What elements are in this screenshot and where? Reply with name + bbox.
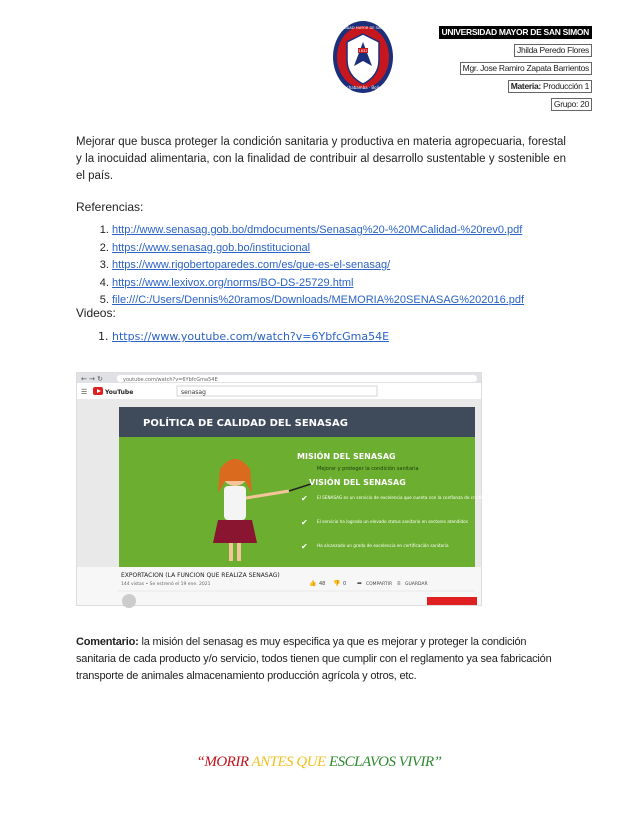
reference-link[interactable]: http://www.senasag.gob.bo/dmdocuments/Senasag%20-%20MCalidad-%20rev0.pdf — [112, 224, 523, 236]
like-icon: 👍 — [309, 581, 317, 587]
comment-label: Comentario: — [76, 636, 139, 648]
references-heading: Referencias: — [76, 200, 144, 214]
dislikes-count: 0 — [343, 581, 347, 587]
save-label: GUARDAR — [405, 582, 428, 587]
check-icon: ✔ — [301, 542, 308, 551]
point-2: El servicio ha logrado un elevado status sanitario en sectores atendidos — [317, 519, 468, 524]
subject-value: Producción 1 — [542, 81, 589, 91]
group: Grupo: 20 — [551, 98, 592, 111]
subject — [508, 80, 592, 93]
subject-label: Materia: — [510, 81, 541, 91]
teacher-name: Mgr. Jose Ramiro Zapata Barrientos — [460, 62, 592, 75]
list-item — [112, 240, 524, 258]
list-item — [112, 292, 524, 310]
check-icon: ✔ — [301, 518, 308, 527]
mision-text: Mejorar y proteger la condición sanitaria — [317, 466, 419, 472]
vision-title: VISIÓN DEL SENASAG — [309, 478, 406, 487]
channel-avatar — [122, 594, 136, 608]
search-text: senasag — [181, 389, 206, 396]
motto-word-2: ANTES QUE — [251, 754, 326, 770]
video-title: EXPORTACION (LA FUNCION QUE REALIZA SENASAG) — [121, 572, 280, 579]
mision-title: MISIÓN DEL SENASAG — [297, 452, 396, 461]
address-bar: youtube.com/watch?v=6YbfcGma54E — [123, 377, 218, 383]
seal-city: Cochabamba · Bolivia — [341, 85, 385, 90]
seal-year: 1832 — [358, 48, 368, 53]
subscribe-button — [427, 597, 477, 605]
share-icon: ➦ — [357, 581, 363, 587]
references-list — [76, 222, 524, 310]
intro-paragraph: Mejorar que busca proteger la condición sanitaria y productiva en materia agropecuaria, forestal y la inocuidad alimentaria, con la finalidad de contribuir al desarrollo sustentable y sostenible en el país. — [76, 136, 566, 182]
seal-text: UNIVERSIDAD MAYOR DE SAN SIMON — [329, 26, 397, 30]
search-box — [177, 386, 377, 396]
share-label: COMPARTIR — [366, 582, 393, 587]
browser-nav-icons: ← → ↻ — [81, 375, 104, 383]
comment-text: la misión del senasag es muy especifica ya que es mejorar y proteger la condición sanitaria de cada producto y/o servicio, todos tienen que cumplir con el reglamento ya sea fabricación transporte de animales almacenamiento producción agrícola y otros, etc. — [76, 636, 552, 682]
reference-link[interactable]: https://www.senasag.gob.bo/institucional — [112, 241, 311, 254]
video-screenshot — [76, 372, 547, 606]
video-link[interactable]: https://www.youtube.com/watch?v=6YbfcGma54E — [112, 330, 390, 343]
motto-open-quote: “ — [196, 754, 205, 770]
point-1: El SENASAG es un servicio de excelencia que cuenta con la confianza de credibilidad nacional e internacional — [317, 495, 547, 500]
university-name: UNIVERSIDAD MAYOR DE SAN SIMON — [439, 26, 592, 39]
motto-word-3: ESCLAVOS VIVIR — [328, 754, 434, 770]
motto-word-1: MORIR — [204, 754, 249, 770]
dislike-icon: 👎 — [333, 581, 341, 587]
comment — [76, 634, 568, 685]
reference-link[interactable]: file:///C:/Users/Dennis%20ramos/Downloads/MEMORIA%20SENASAG%202016.pdf — [112, 294, 525, 306]
motto-close-quote: ” — [433, 754, 442, 770]
list-item — [112, 257, 524, 275]
save-icon: ≡ — [397, 581, 401, 587]
list-item — [112, 328, 389, 346]
video-screenshot-drawing — [77, 373, 547, 605]
motto — [0, 754, 638, 771]
list-item — [112, 275, 524, 293]
reference-link[interactable]: https://www.rigobertoparedes.com/es/que-es-el-senasag/ — [112, 259, 391, 271]
youtube-brand: YouTube — [105, 389, 134, 396]
videos-list — [76, 328, 389, 346]
list-item — [112, 222, 524, 240]
reference-link[interactable]: https://www.lexivox.org/norms/BO-DS-25729.html — [112, 276, 354, 289]
point-3: Ha alcanzado un grado de excelencia en certificación sanitaria — [317, 543, 449, 548]
videos-heading: Videos: — [76, 306, 116, 320]
university-seal — [329, 20, 397, 94]
check-icon: ✔ — [301, 494, 308, 503]
banner-title: POLÍTICA DE CALIDAD DEL SENASAG — [143, 418, 348, 429]
student-name: Jhilda Peredo Flores — [514, 44, 592, 57]
likes-count: 48 — [319, 581, 326, 587]
video-meta: 144 vistas • Se estrenó el 19 ene. 2021 — [121, 582, 211, 587]
header-info — [439, 22, 592, 112]
menu-icon: ☰ — [81, 389, 88, 396]
